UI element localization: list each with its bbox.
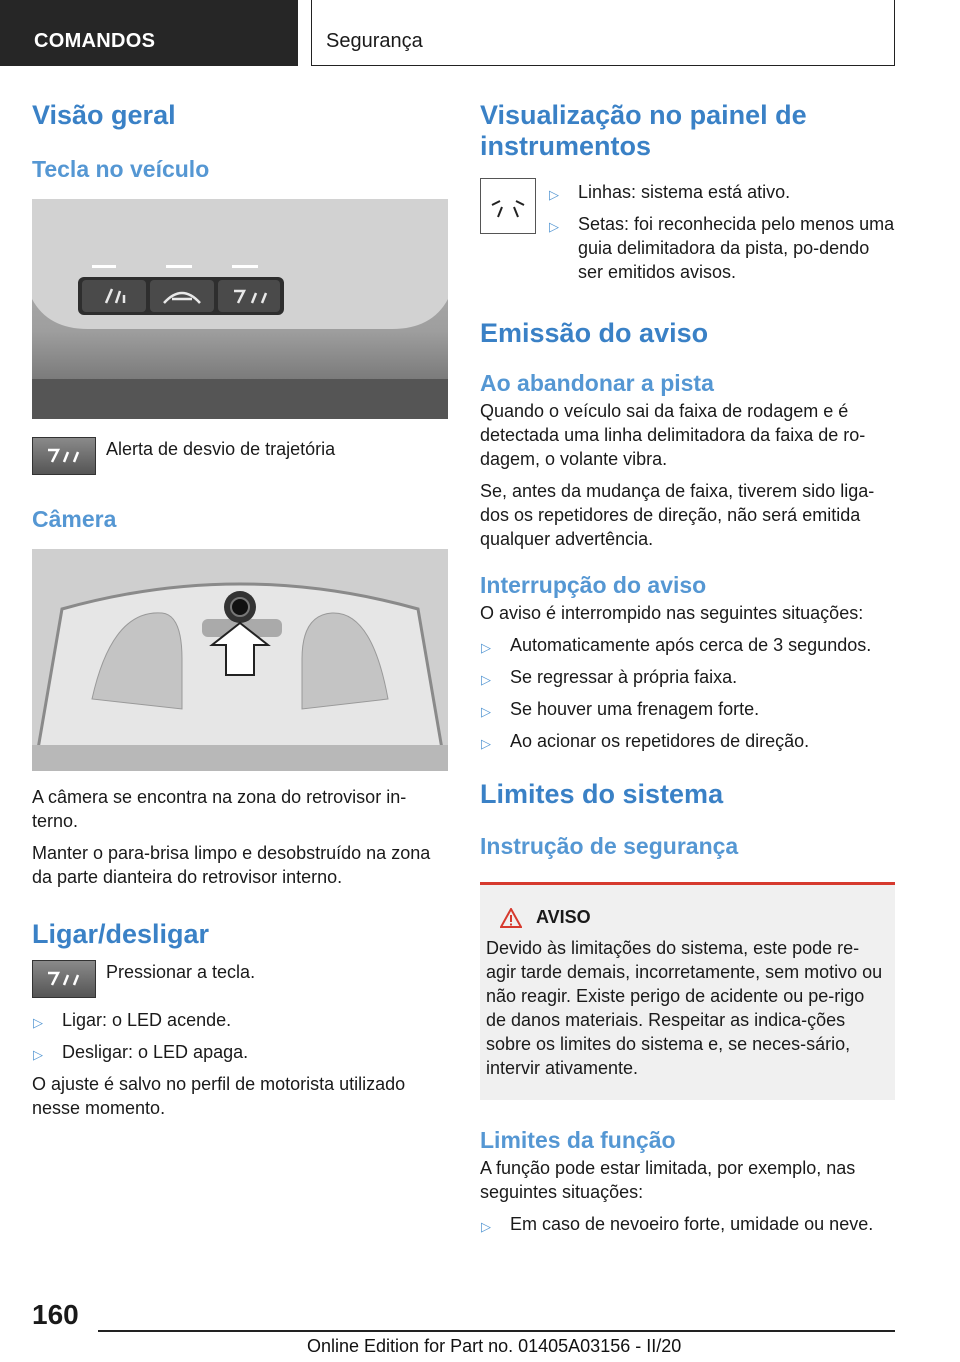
warning-title-row — [500, 907, 885, 928]
list-item: ▷ Se regressar à própria faixa. — [480, 665, 895, 689]
heading-interruption: Interrupção do aviso — [480, 572, 707, 598]
right-column — [480, 100, 895, 1236]
heading-safety-instruction: Instrução de segurança — [480, 833, 739, 859]
list-item: ▷ Linhas: sistema está ativo. — [548, 180, 895, 204]
warning-title: AVISO — [536, 907, 591, 927]
button-panel-illustration — [32, 199, 448, 419]
page-header — [0, 0, 960, 66]
press-key-row — [32, 960, 448, 998]
button-panel-photo — [32, 199, 448, 419]
function-limits-intro: A função pode estar limitada, por exemplo, nas seguintes situações: — [480, 1158, 856, 1202]
list-item: ▷ Desligar: o LED apaga. — [32, 1040, 448, 1064]
list-item: ▷ Em caso de nevoeiro forte, umidade ou neve. — [480, 1212, 895, 1236]
edition-note: Online Edition for Part no. 01405A03156 - II/20 — [307, 1336, 682, 1356]
windshield-illustration — [32, 549, 448, 771]
lane-lines-display-icon — [480, 178, 536, 234]
triangle-bullet-icon: ▷ — [481, 736, 491, 751]
camera-paragraph-1: A câmera se encontra na zona do retrovisor in-terno. — [32, 787, 407, 831]
heading-key-in-vehicle: Tecla no veículo — [32, 156, 210, 182]
heading-warning-output: Emissão do aviso — [480, 318, 709, 348]
triangle-bullet-icon: ▷ — [481, 704, 491, 719]
triangle-bullet-icon: ▷ — [33, 1047, 43, 1062]
camera-paragraph-2: Manter o para-brisa limpo e desobstruído na zona da parte dianteira do retrovisor interno. — [32, 843, 431, 887]
heading-leave-lane: Ao abandonar a pista — [480, 370, 714, 396]
key-legend-row — [32, 437, 448, 475]
list-item: ▷ Ligar: o LED acende. — [32, 1008, 448, 1032]
lane-departure-key-icon — [32, 437, 96, 475]
list-item: ▷ Ao acionar os repetidores de direção. — [480, 729, 895, 753]
heading-system-limits: Limites do sistema — [480, 779, 724, 809]
display-bullets — [548, 172, 895, 284]
heading-display: Visualização no painel de instrumentos — [480, 100, 807, 161]
setting-note: O ajuste é salvo no perfil de motorista utilizado nesse momento. — [32, 1074, 406, 1118]
heading-function-limits: Limites da função — [480, 1127, 676, 1153]
on-off-bullets — [32, 1008, 448, 1064]
list-item: ▷ Setas: foi reconhecida pelo menos uma guia delimitadora da pista, po-dendo ser emitidos avisos. — [549, 214, 895, 282]
leave-paragraph-2: Se, antes da mudança de faixa, tiverem sido liga-dos os repetidores de direção, não será emitida qualquer advertência. — [480, 481, 875, 549]
warning-box — [480, 882, 895, 1100]
key-caption: Alerta de desvio de trajetória — [106, 439, 336, 459]
leave-paragraph-1: Quando o veículo sai da faixa de rodagem e é detectada uma linha delimitadora da faixa de ro-dagem, o volante vibra. — [480, 401, 866, 469]
list-item: ▷ Se houver uma frenagem forte. — [480, 697, 895, 721]
warning-triangle-icon — [500, 908, 522, 928]
section-tab: COMANDOS — [0, 0, 298, 66]
triangle-bullet-icon: ▷ — [481, 640, 491, 655]
interruption-intro: O aviso é interrompido nas seguintes situações: — [480, 603, 864, 623]
camera-windshield-photo — [32, 549, 448, 771]
triangle-bullet-icon: ▷ — [481, 672, 491, 687]
triangle-bullet-icon: ▷ — [549, 219, 559, 234]
chapter-tab: Segurança — [311, 0, 895, 66]
heading-overview: Visão geral — [32, 100, 176, 130]
warning-text: Devido às limitações do sistema, este pode re-agir tarde demais, incorretamente, sem motivo ou não reagir. Existe perigo de acidente ou pe-rigo de danos materiais. Respeitar as indica-ções sobre os limites do sistema e, se neces-sário, intervir ativamente. — [486, 938, 883, 1078]
triangle-bullet-icon: ▷ — [481, 1219, 491, 1234]
footer-divider — [98, 1330, 895, 1332]
press-key-text: Pressionar a tecla. — [106, 962, 256, 982]
list-item: ▷ Automaticamente após cerca de 3 segundos. — [480, 633, 895, 657]
triangle-bullet-icon: ▷ — [33, 1015, 43, 1030]
heading-on-off: Ligar/desligar — [32, 919, 210, 949]
page-number: 160 — [32, 1299, 79, 1330]
heading-camera: Câmera — [32, 506, 117, 532]
function-limits-bullets — [480, 1212, 895, 1236]
left-column — [32, 100, 448, 1120]
display-row — [480, 178, 895, 284]
triangle-bullet-icon: ▷ — [549, 187, 559, 202]
lane-departure-key-icon-2 — [32, 960, 96, 998]
interruption-bullets — [480, 633, 895, 753]
